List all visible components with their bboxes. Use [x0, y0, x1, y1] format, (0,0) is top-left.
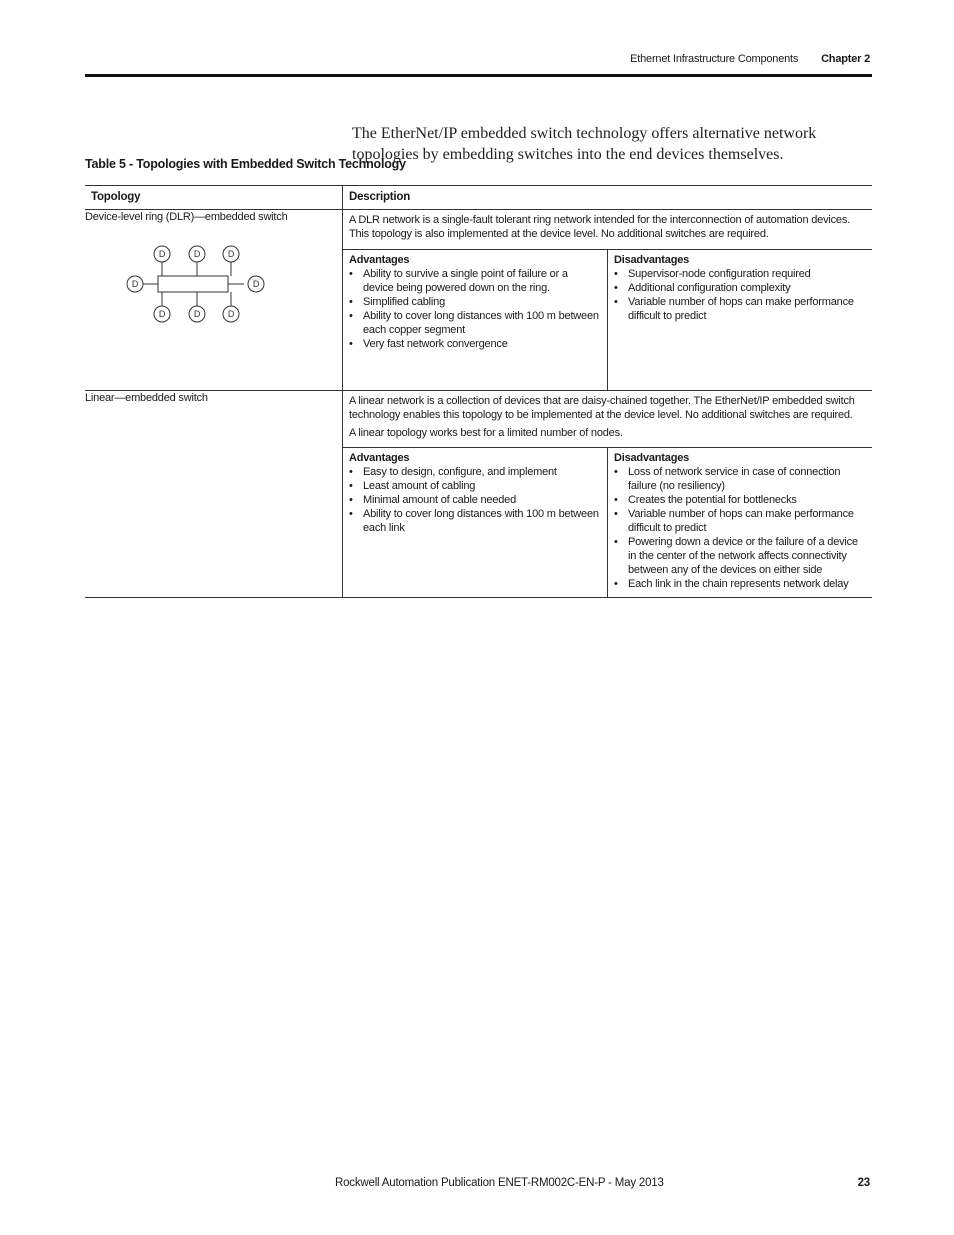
advantages-title: Advantages: [349, 254, 410, 266]
page-number: 23: [857, 1177, 870, 1189]
topology-name: Linear—embedded switch: [85, 392, 208, 404]
list-item: • Very fast network convergence: [349, 337, 601, 351]
topology-name: Device-level ring (DLR)—embedded switch: [85, 211, 288, 223]
advantages-list: [349, 267, 601, 351]
list-item: • Powering down a device or the failure of a device in the center of the network affects connectivity between any of the devices on either side: [614, 535, 866, 577]
list-item: • Variable number of hops can make performance difficult to predict: [614, 295, 866, 323]
disadvantages-title: Disadvantages: [614, 254, 690, 266]
disadvantages-title: Disadvantages: [614, 452, 690, 464]
node-label: D: [193, 249, 201, 259]
list-item: • Simplified cabling: [349, 295, 601, 309]
description-cell: [343, 391, 873, 598]
table-caption: Table 5 - Topologies with Embedded Switch Technology: [85, 157, 406, 171]
advantages-list: [349, 465, 601, 535]
disadvantages-column: [608, 250, 872, 390]
disadvantages-column: [608, 448, 872, 597]
advantages-title: Advantages: [349, 452, 410, 464]
node-label: D: [158, 309, 166, 319]
table-header-row: [85, 186, 872, 210]
list-item: • Easy to design, configure, and implement: [349, 465, 601, 479]
node-label: D: [252, 279, 260, 289]
dlr-ring-diagram: [118, 246, 258, 330]
description-paragraph: A linear topology works best for a limited number of nodes.: [349, 427, 623, 439]
description-cell: [343, 210, 873, 391]
node-label: D: [227, 249, 235, 259]
list-item: • Ability to cover long distances with 100 m between each link: [349, 507, 601, 535]
list-item: • Creates the potential for bottlenecks: [614, 493, 866, 507]
advantages-column: [343, 250, 608, 390]
description-paragraph: A linear network is a collection of devices that are daisy-chained together. The EtherNet/IP embedded switch technology enables this topology to be implemented at the device level. No additional switches are required.: [349, 395, 855, 421]
running-header: [630, 53, 870, 65]
node-label: D: [131, 279, 139, 289]
header-description: Description: [343, 186, 873, 210]
topologies-table: [85, 185, 872, 598]
node-label: D: [193, 309, 201, 319]
header-chapter-label: Chapter 2: [821, 53, 870, 65]
list-item: • Least amount of cabling: [349, 479, 601, 493]
disadvantages-list: [614, 267, 866, 323]
node-label: D: [158, 249, 166, 259]
description-text: [343, 391, 872, 447]
pros-cons: [343, 447, 872, 597]
node-label: D: [227, 309, 235, 319]
topology-cell: [85, 391, 343, 598]
disadvantages-list: [614, 465, 866, 591]
list-item: • Additional configuration complexity: [614, 281, 866, 295]
list-item: • Each link in the chain represents network delay: [614, 577, 866, 591]
publication-info: Rockwell Automation Publication ENET-RM002C-EN-P - May 2013: [335, 1177, 664, 1189]
table-row-linear: [85, 391, 872, 598]
header-topology: Topology: [85, 186, 343, 210]
header-section-title: Ethernet Infrastructure Components: [630, 53, 799, 65]
header-rule: [85, 74, 872, 77]
list-item: • Loss of network service in case of connection failure (no resiliency): [614, 465, 866, 493]
intro-paragraph: The EtherNet/IP embedded switch technology offers alternative network topologies by embedding switches into the end devices themselves.: [352, 125, 817, 163]
list-item: • Supervisor-node configuration required: [614, 267, 866, 281]
description-text: [343, 210, 872, 249]
topology-cell: [85, 210, 343, 391]
list-item: • Ability to survive a single point of failure or a device being powered down on the ring.: [349, 267, 601, 295]
pros-cons: [343, 249, 872, 390]
list-item: • Ability to cover long distances with 100 m between each copper segment: [349, 309, 601, 337]
table-row-dlr: [85, 210, 872, 391]
list-item: • Minimal amount of cable needed: [349, 493, 601, 507]
list-item: • Variable number of hops can make performance difficult to predict: [614, 507, 866, 535]
description-paragraph: A DLR network is a single-fault tolerant ring network intended for the interconnection of automation devices. This topology is also implemented at the device level. No additional switches are required.: [349, 214, 850, 240]
advantages-column: [343, 448, 608, 597]
